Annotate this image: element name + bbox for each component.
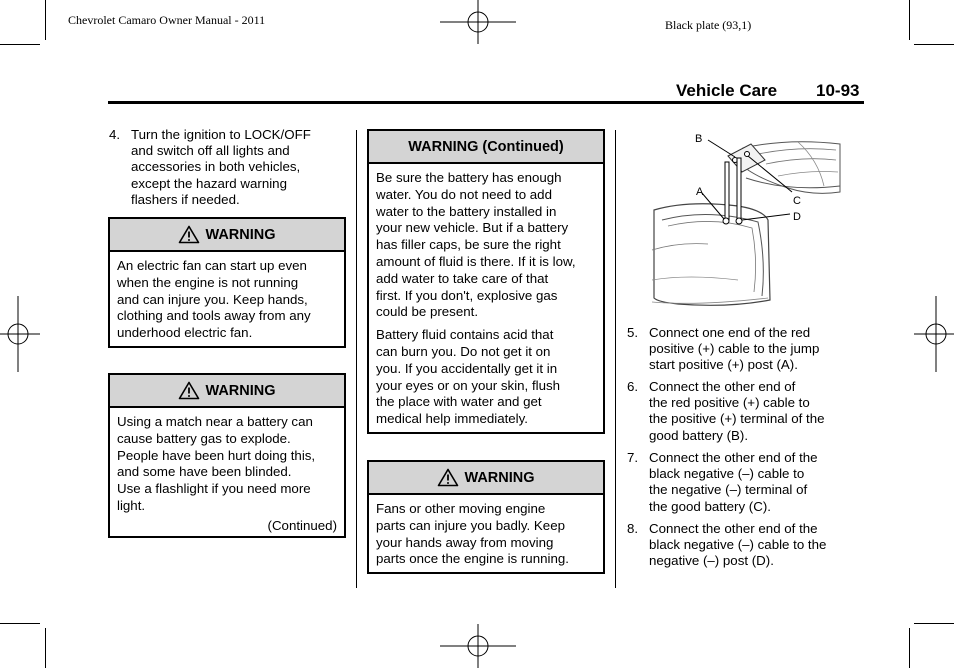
warning-box-battery-gas [108,373,346,538]
step-number: 5. [627,325,639,340]
warning-text: Using a match near a battery can cause battery gas to explode. People have been hurt doing this, and some have been blinded. Use a flashlight if you need more light. [117,414,316,513]
step-text: Connect one end of the red positive (+) cable to the jump start positive (+) post (A). [649,325,820,373]
warning-box-battery-fluid [367,129,605,434]
warning-header [110,375,344,408]
warning-label: WARNING [205,382,276,399]
registration-mark-left [0,296,40,372]
warning-header [369,462,603,495]
jump-start-figure [648,130,846,314]
step-6 [627,379,852,443]
step-number: 6. [627,379,639,394]
page-number: 10-93 [816,81,860,100]
warning-label: WARNING (Continued) [408,138,564,155]
warning-header [110,219,344,252]
column-divider-2 [615,130,616,588]
warning-box-fan [108,217,346,348]
step-5 [627,325,852,373]
step-text: Connect the other end of the red positive (+) cable to the positive (+) terminal of the good battery (B). [649,379,825,443]
warning-triangle-icon [437,468,459,487]
jump-start-illustration [648,130,846,314]
registration-mark-top [440,0,516,44]
header-rule [108,101,864,104]
step-text: Connect the other end of the black negative (–) cable to the negative (–) terminal of the good battery (C). [649,450,818,514]
warning-label: WARNING [205,226,276,243]
section-title: Vehicle Care [676,81,778,100]
printer-line-right: Black plate (93,1) [665,18,752,32]
warning-triangle-icon [178,225,200,244]
figure-label-b: B [695,133,703,145]
step-7 [627,450,852,514]
step-number: 7. [627,450,639,465]
registration-mark-right [914,296,954,372]
warning-header [369,131,603,164]
column-divider-1 [356,130,357,588]
registration-mark-bottom [440,624,516,668]
warning-text: Battery fluid contains acid that can burn you. Do not get it on you. If you accidentally get it in your eyes or on your skin, flush the place with water and get medical help immediately. [376,327,561,427]
figure-label-c: C [793,195,801,207]
step-4 [109,127,349,211]
warning-triangle-icon [178,381,200,400]
warning-text: Be sure the battery has enough water. You do not need to add water to the battery installed in your new vehicle. But if a battery has filler caps, be sure the right amount of fluid is there. If it is low, add water to take care of that first. If you don't, explosive gas could be present. [376,170,576,320]
step-8 [627,521,852,569]
printer-line-left: Chevrolet Camaro Owner Manual - 2011 [68,13,266,27]
figure-label-a: A [696,186,704,198]
warning-text: Fans or other moving engine parts can injure you badly. Keep your hands away from moving parts once the engine is running. [376,501,569,567]
warning-label: WARNING [464,469,535,486]
figure-label-d: D [793,211,801,223]
step-number: 8. [627,521,639,536]
continued-note: (Continued) [267,517,337,533]
step-text: Connect the other end of the black negative (–) cable to the negative (–) post (D). [649,521,827,569]
warning-text: An electric fan can start up even when the engine is not running and can injure you. Keep hands, clothing and tools away from any underhood electric fan. [117,258,311,341]
step-text: Turn the ignition to LOCK/OFF and switch off all lights and accessories in both vehicles, except the hazard warning flashers if needed. [131,127,311,207]
warning-box-moving-parts [367,460,605,574]
step-number: 4. [109,127,121,142]
